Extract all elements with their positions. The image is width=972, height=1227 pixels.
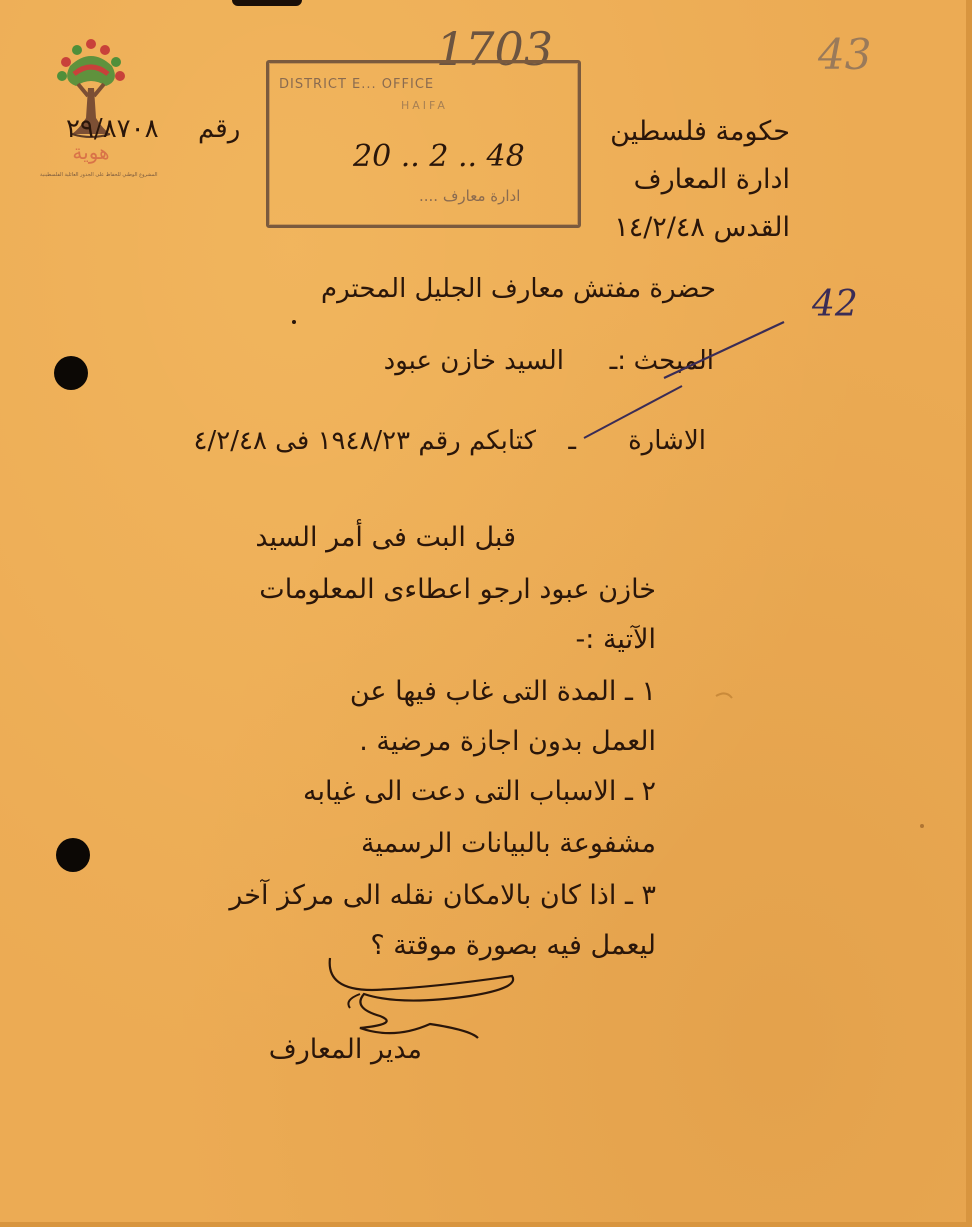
place-and-date: القدس ١٤/٢/٤٨ (614, 212, 790, 243)
ink-dot (292, 320, 296, 324)
signature-scribble (348, 994, 360, 1008)
side-handwritten-number: 42 (812, 284, 858, 325)
reference-line-value: كتابكم رقم ١٩٤٨/٢٣ فى ٤/٢/٤٨ (193, 426, 536, 456)
punch-hole (54, 356, 88, 390)
page-number: 43 (818, 30, 872, 79)
body-line: الآتية :- (575, 624, 656, 655)
subject-value: السيد خازن عبود (383, 346, 564, 376)
reference-line-dash: ـ (568, 426, 576, 456)
stamp-office: DISTRICT E... OFFICE (279, 77, 435, 92)
stamp-date: 20 .. 2 .. 48 (353, 139, 525, 174)
paper-mark (920, 824, 924, 828)
body-line: ٢ ـ الاسباب التى دعت الى غيابه (303, 776, 656, 807)
reference-number: ٢٩/٨٧٠٨ (66, 114, 159, 144)
reference-line-label: الاشارة (628, 426, 706, 456)
stamp-department: ادارة معارف .... (419, 187, 521, 205)
paper-mark (716, 693, 732, 698)
government-name: حكومة فلسطين (610, 116, 790, 147)
subject-colon: :ـ (609, 346, 626, 376)
pen-strike-line (664, 322, 784, 378)
body-line: العمل بدون اجازة مرضية . (359, 726, 656, 757)
punch-hole (56, 838, 90, 872)
signature-scribble (330, 958, 513, 1038)
body-line: خازن عبود ارجو اعطاءى المعلومات (259, 574, 656, 605)
department-name: ادارة المعارف (633, 164, 790, 195)
logo-word: هوية (72, 140, 110, 164)
body-line: ليعمل فيه بصورة موقتة ؟ (370, 930, 656, 961)
pen-strike-line (584, 386, 682, 438)
stamp-city: HAIFA (401, 99, 448, 112)
subject-label: المبحث (633, 346, 714, 376)
salutation: حضرة مفتش معارف الجليل المحترم (321, 274, 716, 304)
top-handwritten-number: 1703 (436, 22, 554, 76)
body-line: ٣ ـ اذا كان بالامكان نقله الى مركز آخر (229, 880, 656, 911)
body-line: ١ ـ المدة التى غاب فيها عن (349, 676, 656, 707)
signature-title: مدير المعارف (268, 1034, 422, 1065)
reference-label: رقم (198, 114, 241, 144)
logo-caption: المشروع الوطني للحفاظ على الجذور العائلية الفلسطينية (40, 172, 158, 178)
body-line: قبل البت فى أمر السيد (255, 522, 516, 553)
body-line: مشفوعة بالبيانات الرسمية (360, 828, 656, 859)
